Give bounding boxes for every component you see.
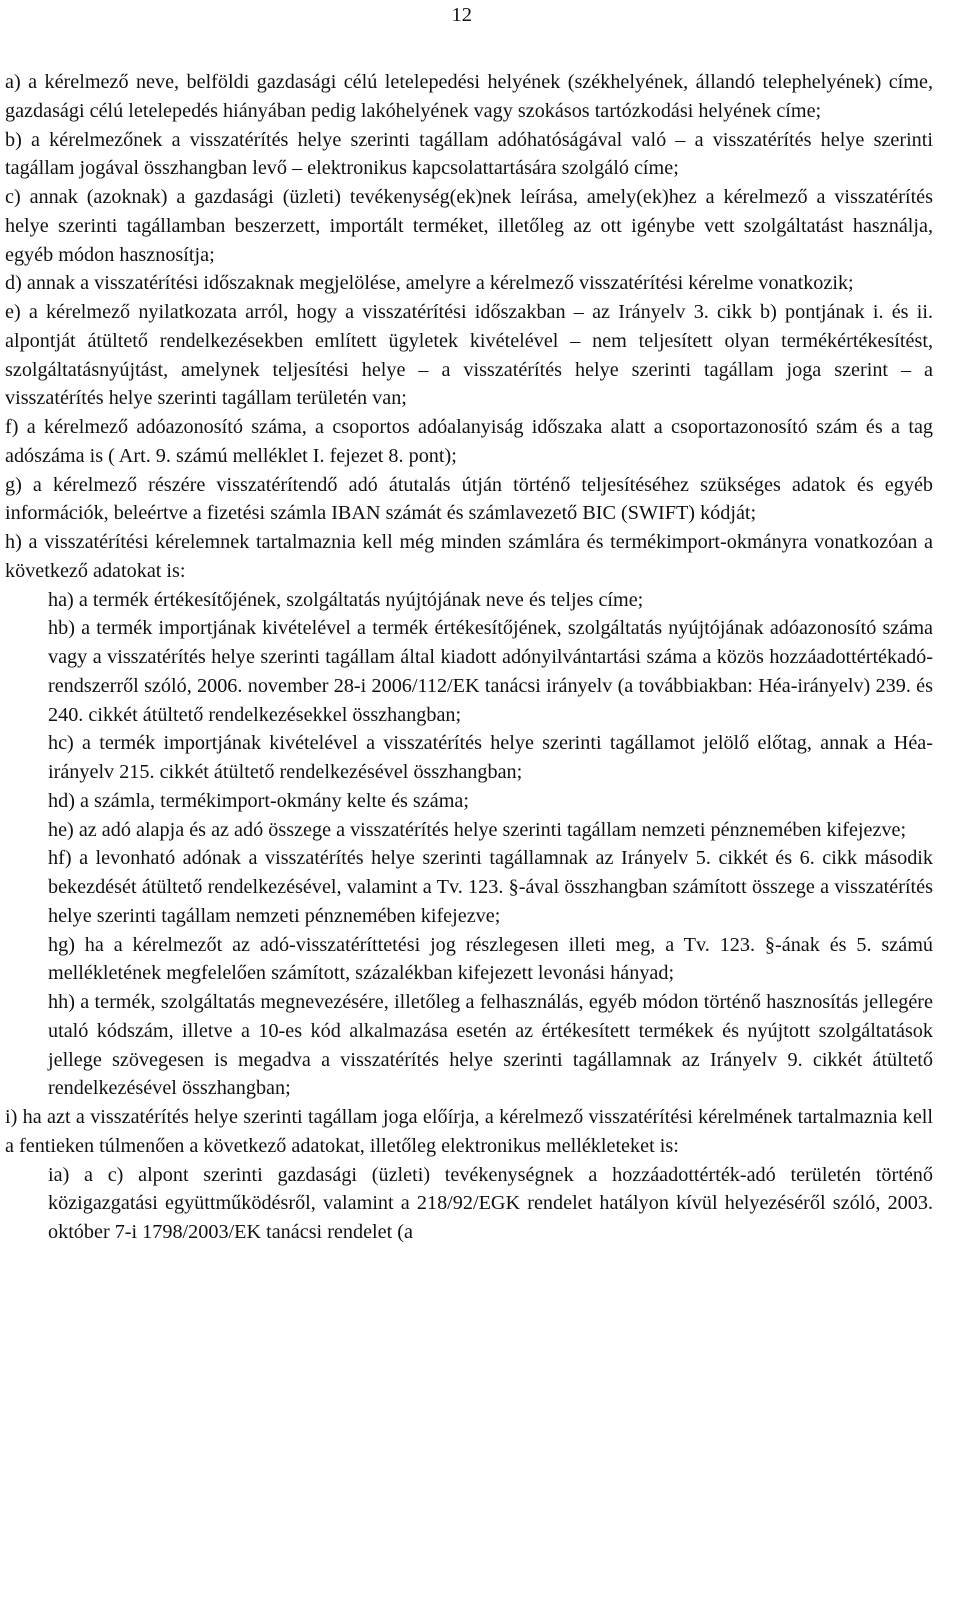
paragraph-ia: ia) a c) alpont szerinti gazdasági (üzleti) tevékenységnek a hozzáadottérték-adó területén történő közigazgatási együttműködésről, valamint a 218/92/EGK rendelet hatályon kívül helyezéséről szóló, 2003. október 7-i 1798/2003/EK tanácsi rendelet (a — [48, 1163, 933, 1243]
paragraph-g: g) a kérelmező részére visszatérítendő adó átutalás útján történő teljesítéséhez szükséges adatok és egyéb információk, beleértve a fizetési számla IBAN számát és számlavezető BIC (SWIFT) kódját; — [5, 473, 933, 525]
paragraph-a: a) a kérelmező neve, belföldi gazdasági célú letelepedési helyének (székhelyének, állandó telephelyének) címe, gazdasági célú letelepedés hiányában pedig lakóhelyének vagy szokásos tartózkodási helyének címe; — [5, 71, 933, 122]
paragraph-i: i) ha azt a visszatérítés helye szerinti tagállam joga előírja, a kérelmező visszatérítési kérelmének tartalmaznia kell a fentieken túlmenően a következő adatokat, illetőleg elektronikus mellékleteket is: — [5, 1106, 933, 1157]
paragraph-hg: hg) ha a kérelmezőt az adó-visszatéríttetési jog részlegesen illeti meg, a Tv. 123. §-ának és 5. számú mellékletének megfelelően számított, százalékban kifejezett levonási hányad; — [48, 933, 933, 985]
paragraph-hh: hh) a termék, szolgáltatás megnevezésére, illetőleg a felhasználás, egyéb módon történő hasznosítás jellegére utaló kódszám, illetve a 10-es kód alkalmazása esetén az értékesített termékek és nyújtott szolgáltatások jellege szövegesen is megadva a visszatérítés helye szerinti tagállamnak az Irányelv 9. cikkét átültető rendelkezésével összhangban; — [48, 991, 933, 1100]
paragraph-e: e) a kérelmező nyilatkozata arról, hogy a visszatérítési időszakban – az Irányelv 3. cikk b) pontjának i. és ii. alpontját átültető rendelkezésekben említett ügyletek kivételével – nem teljesített olyan termékértékesítést, szolgáltatásnyújtást, amelynek teljesítési helye – a visszatérítés helye szerinti tagállam joga szerint – a visszatérítés helye szerinti tagállam területén van; — [5, 301, 933, 410]
paragraph-f: f) a kérelmező adóazonosító száma, a csoportos adóalanyiság időszaka alatt a csoportazonosító szám és a tag adószáma is ( Art. 9. számú melléklet I. fejezet 8. pont); — [5, 416, 933, 467]
paragraph-hd: hd) a számla, termékimport-okmány kelte és száma; — [48, 789, 469, 812]
paragraph-ha: ha) a termék értékesítőjének, szolgáltatás nyújtójának neve és teljes címe; — [48, 588, 644, 611]
page-number: 12 — [451, 4, 472, 26]
document-body — [5, 68, 933, 1247]
paragraph-h: h) a visszatérítési kérelemnek tartalmaznia kell még minden számlára és termékimport-okmányra vonatkozóan a következő adatokat is: — [5, 531, 933, 582]
paragraph-hb: hb) a termék importjának kivételével a termék értékesítőjének, szolgáltatás nyújtójának adóazonosító száma vagy a visszatérítés helye szerinti tagállam által kiadott adónyilvántartási száma a közös hozzáadottértékadó-rendszerről szóló, 2006. november 28-i 2006/112/EK tanácsi irányelv (a továbbiakban: Héa-irányelv) 239. és 240. cikkét átültető rendelkezésekkel összhangban; — [48, 617, 933, 726]
paragraph-he: he) az adó alapja és az adó összege a visszatérítés helye szerinti tagállam nemzeti pénznemében kifejezve; — [48, 818, 907, 841]
paragraph-hc: hc) a termék importjának kivételével a visszatérítés helye szerinti tagállamot jelölő előtag, annak a Héa-irányelv 215. cikkét átültető rendelkezésével összhangban; — [48, 732, 933, 783]
paragraph-b: b) a kérelmezőnek a visszatérítés helye szerinti tagállam adóhatóságával való – a visszatérítés helye szerinti tagállam jogával összhangban levő – elektronikus kapcsolattartására szolgáló címe; — [5, 128, 933, 180]
paragraph-d: d) annak a visszatérítési időszaknak megjelölése, amelyre a kérelmező visszatérítési kérelme vonatkozik; — [5, 272, 854, 295]
paragraph-hf: hf) a levonható adónak a visszatérítés helye szerinti tagállamnak az Irányelv 5. cikkét és 6. cikk második bekezdését átültető rendelkezésével, valamint a Tv. 123. §-ával összhangban számított összege a visszatérítés helye szerinti tagállam nemzeti pénznemében kifejezve; — [48, 847, 933, 927]
paragraph-c: c) annak (azoknak) a gazdasági (üzleti) tevékenység(ek)nek leírása, amely(ek)hez a kérelmező a visszatérítés helye szerinti tagállamban beszerzett, importált terméket, illetőleg az ott igénybe vett szolgáltatást használja, egyéb módon hasznosítja; — [5, 186, 933, 266]
